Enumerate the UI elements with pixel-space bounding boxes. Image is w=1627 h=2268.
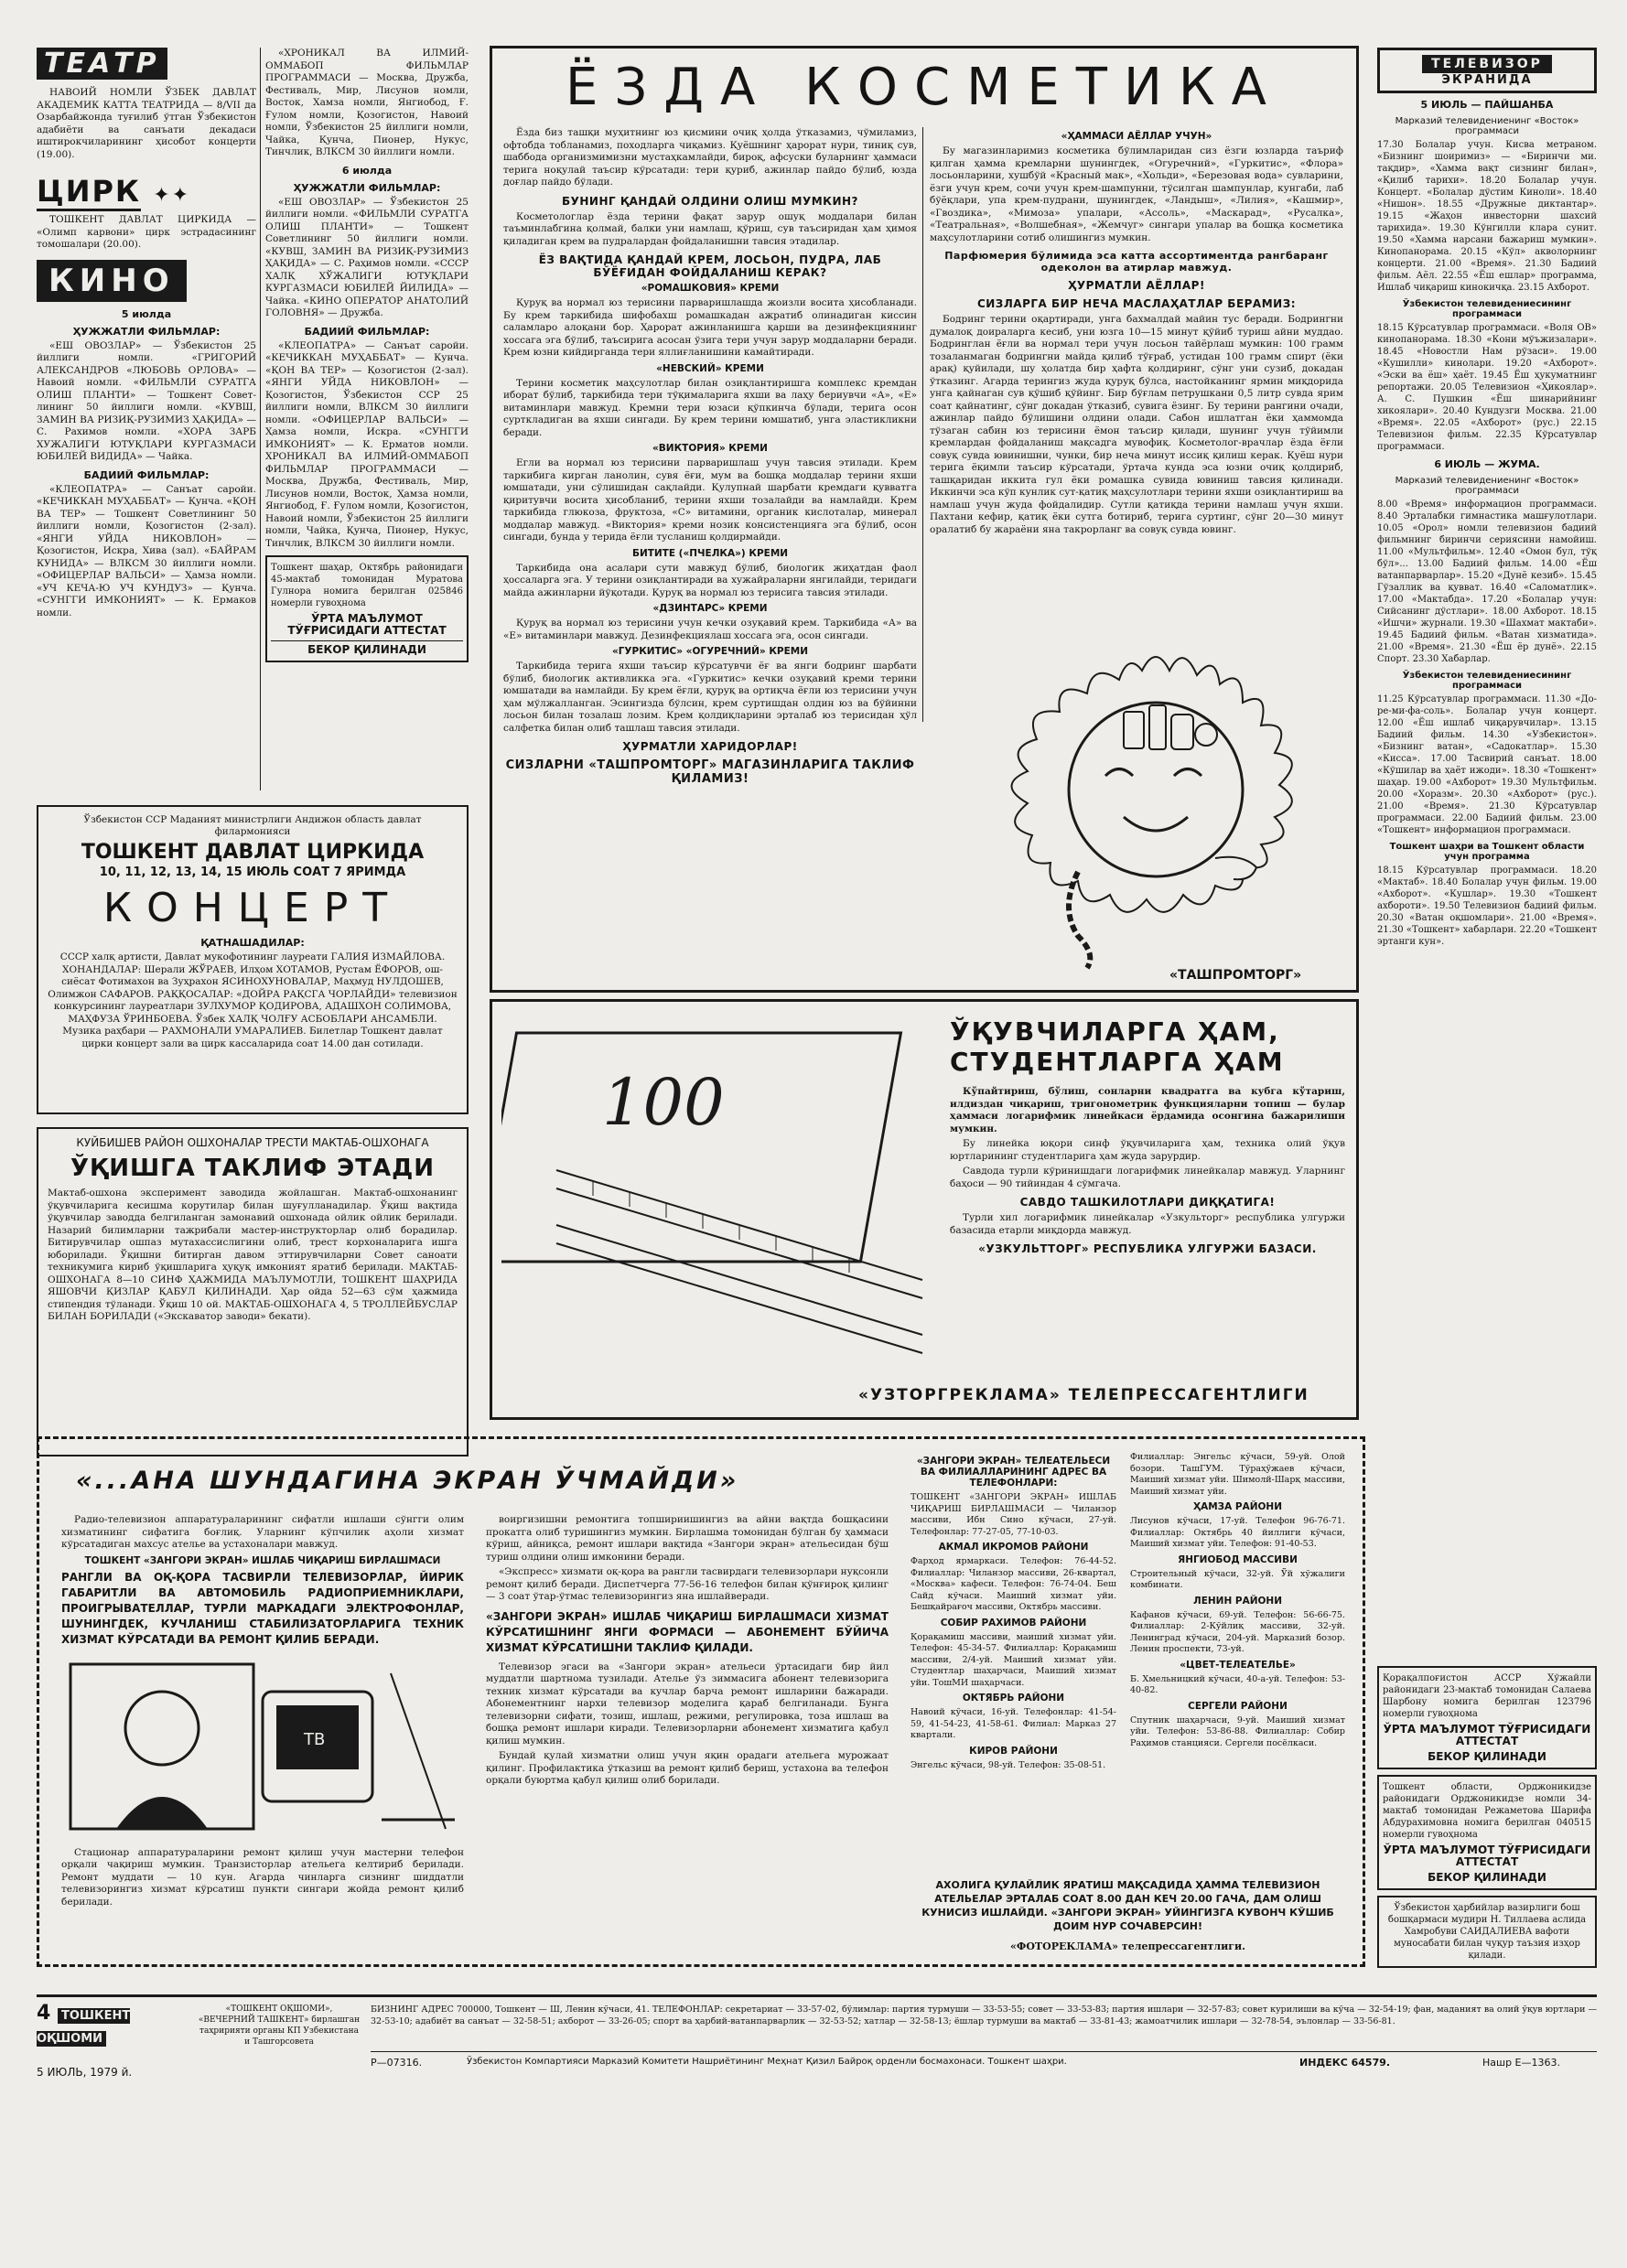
student-h: САВДО ТАШКИЛОТЛАРИ ДИҚҚАТИГА!	[1019, 1196, 1276, 1209]
att1-lost: БЕКОР ҚИЛИНАДИ	[271, 640, 463, 656]
kos-t6: Таркибида терига яхши таъсир кўрсатувчи ёғ ва янги бодринг шарбати бўлиб, биологик активликка эга. «Гуркитис» кечки озуқавий креми терини юмшатади ва намлайди. Бу крем ёғли, қуруқ ва ортиқча ёғли юз терисини учун ҳам мўлжалланган. Эсингизда бўлсин, крем суртишдан олдин юз ва бўйинни лосьон билан тозалаш лозим. Крем қолдиқларини эрталаб юз терисидан ҳўл салфетка билан олиб ташлаш тавсия этилади.	[503, 661, 917, 734]
sun-cosmetics-illustration	[941, 634, 1343, 973]
footer-index: ИНДЕКС 64579.	[1299, 2057, 1391, 2069]
zangori-lead: Радио-телевизион аппаратураларининг сифатли ишлаши сўнгги олим хизматининг сифатига боғлиқ. Уларнинг кўпчилик аҳоли хизмат кўрсатадиган махсус ателье ва устахоналари мавжуд.	[61, 1514, 464, 1550]
kos-intro2: Косметологлар ёзда терини фақат зарур ошуқ моддалари билан таъминлабгина қолмай, балки уни намлаш, қўриш, сув таъсиридан ҳам ҳимоя қиладиган крем ва пудралардан фойдаланишни тавсия этадилар.	[503, 210, 917, 247]
student-base: «УЗКУЛЬТТОРГ» РЕСПУБЛИКА УЛГУРЖИ БАЗАСИ.	[978, 1242, 1317, 1255]
left-column-divider	[260, 48, 261, 790]
konsert-title: КОНЦЕРТ	[102, 885, 403, 931]
kosmetika-article	[490, 46, 1359, 993]
tv-t1: 17.30 Болалар учун. Кисва метраном. «Бизнинг шоиримиз» — «Биринчи ми. тақдир», «Хамма вақт сизнинг билан», «Қилиб тарихи». 18.20 Болалар учун. Концерт. «Болалар дўстим Киноли». 18.40 «Нишон». 18.55 «Дружные диктантар». 19.15 «Жаҳон инвесторни шахсий тарихида». 19.30 Кўнгилли клара сунит. 19.50 «Хамма нарсани бажариш мумкин». Кинопанорама. 20.15 «Кўл» акволорнинг концерти. 21.00 «Время». 21.30 Бадиий фильм. Аёл. 22.55 «Ёш ешлар» программа, Ишлаб чиқариш кинокичқа. 23.15 Ахборот.	[1377, 140, 1597, 293]
kos-r-h2: ҲУРМАТЛИ АЁЛЛАР!	[1068, 279, 1205, 292]
a2-text: Тошкент области, Орджоникидзе районидаги Орджоникидзе номли 34-мактаб томонидан Режаметова Шарифа Абдурахимовна номига берилган 040515 номерли гувоҳнома	[1383, 1782, 1591, 1840]
zangori-c3-r2: СОБИР РАХИМОВ РАЙОНИ	[940, 1617, 1087, 1628]
kino-sub: ҲУЖЖАТЛИ ФИЛЬМЛАР:	[72, 325, 221, 338]
paper-name: ТОШКЕНТ ОҚШОМИ	[37, 2009, 131, 2046]
zangori-c2-t1: воиргизишни ремонтига топшириишингиз ва айни вақтда бошқасини прокатга олиб туришингиз мумкин. Бирлашма томонидан бўлган бу ҳаммаси кўриш, айниқса, ремонт ишлари вақтида «Зангори экран» ательесидан бўш туриш олдини олиш имконини беради.	[486, 1514, 889, 1563]
tashpromtorg-logo: «ТАШПРОМТОРГ»	[1169, 968, 1302, 983]
tv-repair-illustration	[61, 1655, 464, 1838]
attestat-notice-3	[1377, 1775, 1597, 1890]
theatre-column	[37, 48, 256, 622]
col2-text-2: «ЕШ ОВОЗЛАР» — Ўзбекистон 25 йиллиги номли. «ФИЛЬМЛИ СУРАТГА ОЛИШ ПЛАНТИ» — Тошкент Советлининг 50 йиллиги номли. «КУВШ, ЗАМИН ВА РИЗИҚ-РУЗИМИЗ ҲАҚИДА» — С. Раҳимов номли. «СССР ХАЛҚ ХЎЖАЛИГИ ЮТУҚЛАРИ КУРГАЗМАСИ ЮБИЛЕЙ ЙИЛИДА» — Чайка. «КИНО ОПЕРАТОР АНАТОЛИЙ ГОЛОВНЯ» — Дружба.	[265, 196, 469, 318]
zangori-c3-r3t: Навоий кўчаси, 16-уй. Телефонлар: 41-54-59, 41-54-23, 41-58-61. Филиал: Марказ 27 квартали.	[910, 1707, 1116, 1740]
issue-date: 5 ИЮЛЬ, 1979 й.	[37, 2066, 133, 2079]
condolence-notice	[1377, 1896, 1597, 1968]
student-t2: Савдода турли кўринишдаги логарифмик линейкалар мавжуд. Уларнинг баҳоси — 90 тийиндан 4 сўмгача.	[950, 1166, 1345, 1189]
konsert-text: СССР халқ артисти, Давлат мукофотининг лауреати ГАЛИЯ ИЗМАЙЛОВА. ХОНАНДАЛАР: Шерали ЖЎРАЕВ, Илҳом ХОТАМОВ, Рустам ЁФОРОВ, ош-сиёсат Фотимахон ва Зуҳрахон ЯСИНОХУНОВАЛАР, Маҳмуд НУЛДОШЕВ, Олимжон САФАРОВ. РАҚҚОСАЛАР: «ДОЙРА РАҚСГА ЧОРЛАЙДИ» телевизион конкурсининг лауреатлари ЗУЛХУМОР ҚОДИРОВА, АДАШХОН СОЛИМОВА, МАҲФУЗА ЎРИНБОЕВА. Ўзбек ХАЛҚ ЧОЛҒУ АСБОБЛАРИ АНСАМБЛИ. Музика раҳбари — РАХМОНАЛИ УМАРАЛИЕВ. Билетлар Тошкент давлат цирки концерт зали ва цирк кассаларида соат 14.00 дан сотилади.	[48, 951, 458, 1049]
zangori-col-2	[486, 1514, 889, 1790]
kosmetika-right-col	[930, 127, 1343, 539]
col2-date: 6 июлда	[341, 164, 393, 177]
kos-s3: «ВИКТОРИЯ» КРЕМИ	[652, 443, 768, 454]
tv-p3: Марказий телевидениенинг «Восток» программаси	[1395, 476, 1579, 496]
zangori-c2-t3: Телевизор эгаси ва «Зангори экран» ательеси ўртасидаги бир йил муддатли шартнома тузилади. Ателье ўз зиммасига абонент телевизорига техник хизмат кўрсатади ва кучлар барча ремонт ишларини бажаради. Абонементнинг нархи телевизор моделига қараб белгиланади. Бунга телевизорни сифати, тозиш, ишлаш, режими, регулировка, тоза ишлаш ва бошқа ремонт ишлари киради. Телевизорларни абонемент хизматига қабул қилиш мумкин.	[486, 1661, 889, 1747]
a3-text: Ўзбекистон ҳарбийлар вазирлиги бош бошқармаси мудири Н. Тиллаева аслида Хамробуви САИДАЛИЕВА вафоти муносабати билан чуқур таъзия изҳор қилади.	[1387, 1903, 1587, 1961]
a2-title: ЎРТА МАЪЛУМОТ ТЎҒРИСИДАГИ АТТЕСТАТ	[1383, 1843, 1591, 1868]
student-t3: Турли хил логарифмик линейкалар «Узкульторг» республика улгуржи базасида етарли миқдорда мавжуд.	[950, 1212, 1345, 1236]
zangori-title: «...АНА ШУНДАГИНА ЭКРАН ЎЧМАЙДИ»	[76, 1467, 739, 1495]
student-lead: Кўпайтириш, бўлиш, сонларни квадратга ва кубга кўтариш, илдиздан чиқариш, тригонометрик функцияларни топиш — булар ҳаммаси логарифмик линейкаси ёрдамида осонгина бажарилиши мумкин.	[950, 1086, 1345, 1134]
zangori-c2-t2: «Экспресс» хизмати оқ-қора ва рангли тасвирдаги телевизорлари нуқсонли ремонт қилиб беради. Диспетчерга 77-56-16 телефон билан қўнғироқ қилинг — 3 соат ўтар-ўтмас телевизорингиз яна ишлайверади.	[486, 1566, 889, 1602]
kos-s2: «НЕВСКИЙ» КРЕМИ	[656, 362, 764, 374]
tv-logo	[1377, 48, 1597, 93]
kino-logo	[37, 263, 256, 299]
zangori-c4-r4: «ЦВЕТ-ТЕЛЕАТЕЛЬЕ»	[1180, 1659, 1296, 1671]
kosmetika-left-col	[503, 127, 917, 790]
footer-address: БИЗНИНГ АДРЕС 700000, Тошкент — Ш, Ленин кўчаси, 41. ТЕЛЕФОНЛАР: секретариат — 33-57-02, бўлимлар: партия турмуши — 33-53-55; совет — 33-53-83; партия ишлари — 32-57-83; совет курилиши ва кўча — 32-54-19; фан, маданият ва олий ўқув юртлари — 32-53-10; адабиёт ва санъат — 32-58-51; ахборот — 33-26-05; спорт ва ҳарбий-ватанпарварлик — 32-53-52; хатлар — 32-58-13; ёшлар турмуши ва мактаб — 33-81-43; жамоатчилик ишлари — 32-78-54, эълонлар — 33-56-81.	[371, 2005, 1597, 2026]
attestat-notice-1	[265, 555, 469, 662]
att1-text: Тошкент шаҳар, Октябрь районидаги 45-мактаб томонидан Муратова Гулнора номига берилган 025846 номерли гувоҳнома	[271, 563, 463, 608]
kino-column-2	[265, 48, 469, 668]
student-ad	[490, 999, 1359, 1420]
tv-d2: 6 ИЮЛЬ — ЖУМА.	[1434, 458, 1540, 470]
tv-p2: Ўзбекистон телевидениесининг программаси	[1402, 299, 1572, 319]
kos-q1: БУНИНГ ҚАНДАЙ ОЛДИНИ ОЛИШ МУМКИН?	[561, 194, 859, 208]
zangori-ekran-ad	[37, 1436, 1365, 1967]
kos-s5: «ДЗИНТАРС» КРЕМИ	[652, 603, 768, 614]
zangori-c3-r4: КИРОВ РАЙОНИ	[969, 1745, 1058, 1757]
tv-programme	[1377, 48, 1597, 951]
student-text-col	[950, 1016, 1345, 1259]
technician-head	[125, 1692, 199, 1765]
maktab-ad	[37, 1127, 469, 1456]
footer-masthead-line	[37, 2002, 192, 2048]
footer-bottom-rule	[371, 2051, 1597, 2052]
col2-sub-2: БАДИИЙ ФИЛЬМЛАР:	[304, 325, 430, 338]
tv-logo-line-1: ТЕЛЕВИЗОР	[1422, 55, 1552, 73]
footer-ref: Р—07316.	[371, 2057, 423, 2069]
zangori-c4-r3: ЛЕНИН РАЙОНИ	[1192, 1595, 1283, 1607]
a1-lost: БЕКОР ҚИЛИНАДИ	[1428, 1750, 1546, 1763]
zangori-c4-r5: СЕРГЕЛИ РАЙОНИ	[1188, 1700, 1288, 1712]
tv-t2: 18.15 Кўрсатувлар программаси. «Воля ОВ» кинопанорама. 18.30 «Кони мўъжизалари». 18.45 «Новостли Нам рўзаси». 19.00 «Кушилли» кинолари. 19.20 «Ахборот». «Эски ва ёш» ҳаёт. 19.45 Ёш ҳукуматнинг репортажи. 20.05 Телевизион «Ҳикоялар». А. С. Пушкин «Ёш шинарийнинг хикоялари». 20.40 Кундузги Москва. 21.00 «Время». 22.05 «Ахборот» (рус.) 22.15 Телевизион фильм. 22.35 Кўрсатувлар программаси.	[1377, 323, 1597, 452]
student-t1: Бу линейка юқори синф ўқувчиларига ҳам, техника олий ўқув юртларининг студентларига ҳам жуда зарурдир.	[950, 1138, 1345, 1162]
zangori-col-1	[61, 1514, 464, 1911]
zangori-c3-r1t: Фарҳод ярмаркаси. Телефон: 76-44-52. Филиаллар: Чиланзор массиви, 26-квартал, «Москва» кафеси. Телефон: 76-74-04. Беш Сайд кўчаси. Маиший хизмат уйи. Бешқайрағоч массиви, Октябрь массиви.	[910, 1556, 1116, 1612]
page-number: 4	[37, 2002, 51, 2025]
zangori-after-img: Стационар аппаратураларини ремонт қилиш учун мастерни телефон орқали чақириш мумкин. Транзисторлар ательега келтириб берилади. Ремонт муддати — 10 кун. Агарда чинларга сизнинг шиддатли телевизорингиз хизмат кўрсатиш пункти сингари жойда ремонт қилиб берилади.	[61, 1846, 464, 1908]
footer-top-rule	[37, 1994, 1597, 1997]
kos-t3: Егли ва нормал юз терисини парваришлаш учун тавсия этилади. Крем таркибига кирган ланолин, сувя ёғи, мум ва бошқа моддалар терини яхши юмшатади, уни сўлишидан сақлайди. Қулупнай шарбати кремдаги қувватга қиритувчи восита ҳисобланиб, терини яхши тозалайди ва намлайди. Крем таркибида глюкоза, фруктоза, «С» витамини, органик кислоталар, минерал моддалар мавжуд. «Виктория» креми нозик консистенцияга эга бўлиб, осон сингади, бунда у терида ёғли тусланиш қолдирмайди.	[503, 457, 917, 543]
student-title-1: ЎҚУВЧИЛАРГА ҲАМ,	[950, 1016, 1280, 1047]
zangori-c4-r1t: Лисунов кўчаси, 17-уй. Телефон 96-76-71. Филиаллар: Октябрь 40 йиллиги кўчаси, Маиший хизмат уйи. Телефон: 91-40-53.	[1130, 1516, 1345, 1549]
zangori-notice: АХОЛИГА ҚУЛАЙЛИК ЯРАТИШ МАҚСАДИДА ҲАММА ТЕЛЕВИЗИОН АТЕЛЬЕЛАР ЭРТАЛАБ СОАТ 8.00 ДАН КЕЧ 20.00 ГАЧА, ДАМ ОЛИШ КУНИСИЗ ИШЛАЙДИ. «ЗАНГОРИ ЭКРАН» УЙИНГИЗГА КУВОНЧ КЎШИБ ДОИМ НУР СОЧАВЕРСИН!	[921, 1879, 1334, 1932]
kos-r-h3: СИЗЛАРГА БИР НЕЧА МАСЛАҲАТЛАР БЕРАМИЗ:	[976, 297, 1297, 310]
a1-title: ЎРТА МАЪЛУМОТ ТЎҒРИСИДАГИ АТТЕСТАТ	[1383, 1723, 1591, 1747]
kos-t1: Қуруқ ва нормал юз терисини парваришлашда жоизли восита ҳисобланади. Бу крем таркибида шифобахш ромашкадан ажратиб олинадиган киссин саламларо алоқани бор. Ҳарорат ажинланишга қарши ва дезинфекциянинг хоссага эга бўлиб, таъсирига асосан ўзига тери учун зарур моддаларни беради. Крем юзни кийдирганда тери яллиғланишини камайтиради.	[503, 297, 917, 358]
zangori-c4-r3t: Кафанов кўчаси, 69-уй. Телефон: 56-66-75. Филиаллар: 2-Кўйлиқ массиви, 32-уй. Ленинград кўчаси, 204-уй. Марказий бозор. Ленин проспекти, 73-уй.	[1130, 1609, 1345, 1654]
kino-text-1: «ЕШ ОВОЗЛАР» — Ўзбекистон 25 йиллиги номли. «ГРИГОРИЙ АЛЕКСАНДРОВ «ЛЮБОВЬ ОРЛОВА» — Навоий номли. «ФИЛЬМЛИ СУРАТГА ОЛИШ ПЛАНТИ» — Тошкент Советлининг 50 йиллиги номли. «КУВШ, ЗАМИН ВА РИЗИҚ-РУЗИМИЗ ҲАҚИДА» — С. Рахимов номли. «ХОРА ЗАРБ ХУЖАЛИГИ ЮТУҚЛАРИ КУРГАЗМАСИ ЮБИЛЕЙ ВИДИДА» — Чайка.	[37, 339, 256, 462]
kos-closing-2: СИЗЛАРНИ «ТАШПРОМТОРГ» МАГАЗИНЛАРИГА ТАКЛИФ ҚИЛАМИЗ!	[505, 758, 915, 786]
right-announcements	[1377, 1661, 1597, 1973]
zangori-c3-r1: АКМАЛ ИКРОМОВ РАЙОНИ	[938, 1542, 1089, 1553]
konsert-where: ТОШКЕНТ ДАВЛАТ ЦИРКИДА	[81, 841, 425, 864]
kos-col-divider	[922, 127, 923, 722]
student-footer: «УЗТОРГРЕКЛАМА» ТЕЛЕПРЕССАГЕНТЛИГИ	[858, 1386, 1309, 1404]
kosmetika-title: ЁЗДА КОСМЕТИКА	[566, 58, 1283, 117]
tv-p5: Тошкент шаҳри ва Тошкент области учун программа	[1389, 842, 1585, 862]
zangori-c3-r2t: Қорақамиш массиви, маиший хизмат уйи. Телефон: 45-34-57. Филиаллар: Қорақамиш массиви, 2/4-уй. Маиший хизмат уйи. Студентлар шаҳарчаси, Маиший хизмат уйи. ТошМИ шаҳарчаси.	[910, 1631, 1116, 1688]
attestat-notice-2	[1377, 1666, 1597, 1769]
zangori-c4-r2t: Строительный кўчаси, 32-уй. Ўй хўжалиги комбинати.	[1130, 1568, 1345, 1590]
tv-label: ТВ	[304, 1729, 326, 1749]
a2-lost: БЕКОР ҚИЛИНАДИ	[1428, 1871, 1546, 1884]
zangori-c4-r1: ҲАМЗА РАЙОНИ	[1192, 1501, 1283, 1512]
zangori-c3-a: ТОШКЕНТ «ЗАНГОРИ ЭКРАН» ИШЛАБ ЧИҚАРИШ БИРЛАШМАСИ — Чиланзор массиви, Ибн Сино кўчаси, 27-уй. Телефонлар: 77-27-05, 77-10-03.	[910, 1492, 1116, 1537]
zangori-c3-r3: ОКТЯБРЬ РАЙОНИ	[962, 1693, 1065, 1704]
konsert-sub: ҚАТНАШАДИЛАР:	[200, 937, 305, 949]
konsert-org: Ўзбекистон ССР Маданият министрлиги Андижон область давлат филармонияси	[83, 814, 422, 837]
kos-intro: Ёзда биз ташқи муҳитнинг юз қисмини очиқ ҳолда ўтказамиз, чўмиламиз, офтобда тобланамиз, походларга чиқамиз. Қуёшнинг ҳарорат нури, тиниқ сув, шаббода организмимизни мустаҳкамлайди, бироқ, афсуски буларнинг ҳаммаси терига ноқулай таъсир кўрсатади: тери қуриб, ажинлар пайдо бўлиб, юзда доғлар пайдо бўлади.	[503, 127, 917, 188]
tv-logo-line-2: ЭКРАНИДА	[1441, 73, 1533, 87]
zangori-c4-t0: Филиаллар: Энгельс кўчаси, 59-уй. Олой бозори. ТашГУМ. Тўраҳўжаев кўчаси, Маиший хизмат уйи. Шимолй-Шарқ массиви, Маиший хизмат уйи.	[1130, 1452, 1345, 1497]
sirk-logo	[37, 174, 256, 209]
konsert-ad	[37, 805, 469, 1114]
zangori-c2-t4: Бундай қулай хизматни олиш учун яқин орадаги ательега мурожаат қилинг. Профилактика ўтказиш ва ремонт қилиб бериш, устахона ва телефон орқали буюртма қабул қилиш олиб борилади.	[486, 1750, 889, 1786]
konsert-dates: 10, 11, 12, 13, 14, 15 ИЮЛЬ СОАТ 7 ЯРИМДА	[99, 865, 406, 879]
student-title-2: СТУДЕНТЛАРГА ҲАМ	[950, 1047, 1285, 1077]
kos-s4: БИТИТЕ («ПЧЕЛКА») КРЕМИ	[631, 547, 789, 559]
maktab-title: ЎҚИШГА ТАКЛИФ ЭТАДИ	[70, 1155, 435, 1182]
kos-t2: Терини косметик маҳсулотлар билан озиқлантиришга комплекс кремдан иборат бўлиб, таркибида тери тўқималарига яхши ва лаҳу бериувчи «А», «Е» витаминлари мавжуд. Кремни тери юзаси қўпкинча бўлади, терига осон сурткладиган ва яхши сингади. Бу крем терини юмшатиб, унга эластикликни беради.	[503, 377, 917, 438]
zangori-col-3	[910, 1452, 1116, 1773]
maktab-text: Мактаб-ошхона эксперимент заводида жойлашган. Мактаб-ошхонанинг ўқувчиларига кесишма корутилар билан шуғулланадилар. Ўқиш вақтида ўқувчилар заводда белгиланган замонавий ошхонада ойлик ойлик берилади. Назарий билимларни тажрибали мастер-инструкторлар олиб борадилар. Битирувчилар ошпаз мутахассислигини олиб, трест корхоналарига ишга юборилади. Ўқишни битирган давом эттирувчиларни Совет саноати техникумига кириб ўқишларига ҳуқуқ имконият яратиб берилади. МАКТАБ-ОШХОНАГА 8—10 СИНФ ҲАЖМИДА МАЪЛУМОТЛИ, ТОШКЕНТ ШАҲРИДА ЯШОВЧИ ҚИЗЛАР ҚАБУЛ ҚИЛИНАДИ. Ҳар ойда 52—63 сўм ҳажмида стипендия тўланади. Ўқиш 10 ой. МАКТАБ-ОШХОНАГА 4, 5 ТРОЛЛЕЙБУСЛАР БИЛАН БОРИЛАДИ («Экскаватор заводи» бекати).	[48, 1188, 458, 1322]
zangori-org: ТОШКЕНТ «ЗАНГОРИ ЭКРАН» ИШЛАБ ЧИҚАРИШ БИРЛАШМАСИ	[84, 1554, 441, 1566]
slide-rule-illustration	[501, 1015, 932, 1371]
zangori-c4-r5t: Спутник шаҳарчаси, 9-уй. Маиший хизмат уйи. Телефон: 53-86-88. Филиаллар: Собир Раҳимов станцияси. Сергели посёлкаси.	[1130, 1714, 1345, 1748]
kos-r-t3: Бодринг терини оқартиради, унга бахмалдай майин тус беради. Бодрингни думалоқ доираларга кесиб, уни юзга 10—15 минут қўйиб туриш айни муддао. Бодринглан ёғли ва нормал тери учун лосьон тайёрлаш мумкин: 100 грамм тозаланмаган бодрингни майда қилиб тўғраб, устидан 100 грамм спирт (ёки арақ) қуйилади, шу ҳолатда бир ҳафта қолдиринг, сўнг уни сузиб, докадан ўтказинг. Агарда терингиз жуда қуруқ бўлса, настойканинг ярмин миқдорида унга қайнаган сув қўшиб қўйинг. Бир бўғлам петрушкани 0,5 литр сувда ярим соат қайнатинг, сўнг докадан ўтказиб, сувига ёзинг. Бу терини рангини очади, ажинлар пайдо бўлишини олдини олади. Сабон ишлатган ёки ҳаммомда тўзаган сабин юз терисини ёмон таъсир қилади, шунинг учун тўйимли кремлардан фойдаланиш мақсадга мувофиқ. Косметолог-врачлар ёзда ёғли совуқ сувда ювинишни, чунки, бир неча минут иссиқ қилиш керак. Қуёш нури терига ёқимли таъсир кўрсатади, ўртача кунда эса юзни очиқ қолдириб, ташқаридан иккита гул ёки ромашка сувида ювиниш тавсия қилинади. Иккинчи эса кўп кунлик сут-қатиқ маҳсулотлари терини яхши озиқлантириш ва намлаш учун жуда фойдалидир. Сутли қатиқда терини намлаш учун яхши. Пахтани кефир, қатиқ ёки сутга ботириб, терига суртинг, сўнг 20—30 минут оралатиб бу жараёни яна такрорланг ва совуқ сувда ювинг.	[930, 314, 1343, 535]
tv-p1: Марказий телевидениенинг «Восток» программаси	[1395, 116, 1579, 136]
teatr-title: ТЕАТР	[37, 48, 167, 80]
kos-closing-1: ҲУРМАТЛИ ХАРИДОРЛАР!	[622, 740, 798, 753]
sun-hand	[1215, 857, 1256, 879]
tv-t5: 18.15 Кўрсатувлар программаси. 18.20 «Мактаб». 18.40 Болалар учун фильм. 19.00 «Ахборот». «Кушлар». 19.30 «Тошкент ахбороти». 19.50 Телевизион бадиий фильм. 20.30 «Ватан оқшомлари». 21.00 «Время». 21.30 «Тошкент» хабарлари. 22.20 «Тошкент эртанги кун».	[1377, 865, 1597, 947]
footer-order: Нашр Е—1363.	[1482, 2057, 1560, 2069]
col2-text-3: «КЛЕОПАТРА» — Санъат саройи. «КЕЧИККАН МУҲАББАТ» — Кунча. «ҚОН ВА ТЕР» — Қозогистон (2-зал). «ЯНГИ УЙДА НИКОВЛОН» — Қозогистон, Ўзбекистон ССР 25 йиллиги номли, ВЛКСМ 30 йиллиги номли. «ОФИЦЕРЛАР ВАЛЬСИ» — Ҳамза номли, Искра. «СУНГГИ ИМКОНИЯТ» — К. Ерматов номли. ХРОНИКАЛ ВА ИЛМИЙ-ОММАБОП ФИЛЬМЛАР ПРОГРАММАСИ — Москва, Дружба, Фестиваль, Мир, Лисунов номли, Восток, Ҳамза номли, Янгиобод, Ғ. Ғулом номли, Қозогистон, Навоий номли, Ўзбекистон 25 йиллиги номли, Чайка, Қунча, Пионер, Нукус, Тинчлик, ВЛКСМ 30 йиллиги номли.	[265, 339, 469, 549]
tv-t4: 11.25 Кўрсатувлар программаси. 11.30 «До-ре-ми-фа-соль». Болалар учун концерт. 12.00 «Ёш ишлаб чиқарувчилар». 13.15 Бадиий фильм. 14.30 «Узбекистон». «Бизнинг ватан», «Садокатлар». 15.30 «Кисса». 17.00 Тасвирий санъат. 18.00 «Кўшилар ва ҳаёт ижоди». 18.30 «Тошкент» шаҳар. 19.00 «Ахборот» 19.30 Мультфильм. 20.00 «Хоразм». 20.30 «Ахборот» (рус.). 21.00 «Время». 21.30 Кўрсатувлар программаси. 22.00 Бадиий фильм. 23.00 «Тошкент» информацион программаси.	[1377, 694, 1597, 835]
tv-t3: 8.00 «Время» информацион программаси. 8.40 Эрталабки гимнастика машғулотлари. 10.05 «Орол» номли телевизион бадиий фильмнинг биринчи сериясини намойиш. 11.00 «Мультфильм». 12.40 «Омон бул, тўқ бўл»... 13.00 Бадиий фильм. 14.00 «Ёш ватанпарварлар». 15.20 «Дунё кезиб». 15.45 Гўзаллик ва қувват. 16.40 «Саломатлик». 17.00 «Мактабда». 17.20 «Болалар учун: Сийсанинг дўстлари». 18.00 Ахборот. 18.15 «Ишчи» журнали. 19.30 «Шахмат мактаби». 19.45 Бадиий фильм. «Ватан хизматида». 21.00 «Время». 21.30 «Ёш ёр дунё». 22.15 Спорт. 23.30 Хабарлар.	[1377, 500, 1597, 664]
kos-r-t1: Бу магазинларимиз косметика бўлимларидан сиз ёзги юзларда таъриф қилган ҳамма кремларни шунингдек, «Огуречний», «Гуркитис», «Флора» лосьонларини, хушбўй «Красный мак», «Хольди», «Березовая вода» сувларини, ёзги учун крем, сочи учун крем-шампунни, тўсилган шампунлар, кунгаби, лаб бўёқлари, упа крем-пудрани, шунингдек, «Ландыш», «Лилия», «Кашмир», «Гвоздика», «Мимоза» упалари, «Ассоль», «Маскарад», «Русалка», «Театральная», «Волшебная», «Жемчуг» сингари упалар ва бошқа косметика маҳсулотларини сотиб олишингиз мумкин.	[930, 145, 1343, 243]
att1-title: ЎРТА МАЪЛУМОТ ТЎҒРИСИДАГИ АТТЕСТАТ	[287, 612, 447, 637]
acrobat-icon: ✦✦	[153, 184, 191, 207]
kino-sub-2: БАДИИЙ ФИЛЬМЛАР:	[83, 468, 210, 481]
tv-p4: Ўзбекистон телевидениесининг программаси	[1402, 671, 1572, 691]
zangori-col-4	[1130, 1452, 1345, 1751]
col2-sub: ҲУЖЖАТЛИ ФИЛЬМЛАР:	[293, 181, 441, 194]
teatr-logo	[37, 48, 256, 80]
kos-s1: «РОМАШКОВИЯ» КРЕМИ	[641, 283, 780, 294]
maktab-org: КУЙБИШЕВ РАЙОН ОШХОНАЛАР ТРЕСТИ МАКТАБ-ОШХОНАГА	[76, 1136, 429, 1149]
kos-r-sub: «ҲАММАСИ АЁЛЛАР УЧУН»	[1061, 131, 1212, 142]
kos-t5: Қуруқ ва нормал юз терисини учун кечки озуқавий крем. Таркибида «А» ва «Е» витаминлари мавжуд. Дезинфекциялаш хоссага эга, осон сингади.	[503, 618, 917, 641]
kos-t4: Таркибида она асалари сути мавжуд бўлиб, биологик жиҳатдан фаол ҳоссаларга эга. У терини озиқлантиради ва хужайраларни янгилайди, теридаги майда ажинларни йўқотади. Қуруқ ва нормал юз терисига тавсия этилади.	[503, 562, 917, 598]
zangori-foto: «ФОТОРЕКЛАМА» телепрессагентлиги.	[1010, 1940, 1245, 1952]
kos-s6: «ГУРКИТИС» «ОГУРЕЧНИЙ» КРЕМИ	[611, 646, 809, 657]
zangori-c4-r4t: Б. Хмельницкий кўчаси, 40-а-уй. Телефон: 53-40-82.	[1130, 1673, 1345, 1695]
kos-r-t2: Парфюмерия бўлимида эса катта ассортиментда рангбаранг одеколон ва атирлар мавжуд.	[944, 250, 1329, 274]
col2-text-1: «ХРОНИКАЛ ВА ИЛМИЙ-ОММАБОП ФИЛЬМЛАР ПРОГРАММАСИ — Москва, Дружба, Фестиваль, Мир, Лисунов номли, Восток, Хамза номли, Янгиобод, Ғ. Ғулом номли, Қозогистон, Навоий номли, Ўзбекистон 25 йиллиги номли, Чайка, Қунча, Пионер, Нукус, Тинчлик, ВЛКСМ 30 йиллиги номли.	[265, 48, 469, 157]
zangori-c3-h: «ЗАНГОРИ ЭКРАН» ТЕЛЕАТЕЛЬЕСИ ВА ФИЛИАЛЛАРИНИНГ АДРЕС ВА ТЕЛЕФОНЛАРИ:	[916, 1456, 1111, 1489]
zangori-c4-r2: ЯНГИОБОД МАССИВИ	[1178, 1553, 1298, 1565]
kos-q2: ЁЗ ВАҚТИДА ҚАНДАЙ КРЕМ, ЛОСЬОН, ПУДРА, ЛАБ БЎЁҒИДАН ФОЙДАЛАНИШ КЕРАК?	[538, 253, 882, 279]
zangori-c3-r4t: Энгельс кўчаси, 98-уй. Телефон: 35-08-51.	[910, 1759, 1106, 1770]
tv-d1: 5 ИЮЛЬ — ПАЙШАНБА	[1420, 99, 1554, 111]
zangori-caps: РАНГЛИ ВА ОҚ-ҚОРА ТАСВИРЛИ ТЕЛЕВИЗОРЛАР, ЙИРИК ГАБАРИТЛИ ВА АВТОМОБИЛЬ РАДИОПРИЕМНИКЛАРИ, ПРОИГРЫВАТЕЛЛАР, ТУРЛИ МАРКАДАГИ ЭЛЕКТРОФОНЛАР, ШУНИНГДЕК, КУЧЛАНИШ СТАБИЛИЗАТОРЛАРИГА ТЕХНИК ХИЗМАТ КЎРСАТАДИ ВА РЕМОНТ ҚИЛИБ БЕРАДИ.	[61, 1570, 464, 1646]
footer-masthead	[37, 2002, 192, 2079]
sirk-title: ЦИРК	[37, 174, 141, 211]
footer-printer: Ўзбекистон Компартияси Марказий Комитети Нашриётининг Меҳнат Қизил Байроқ орденли босмахонаси. Тошкент шаҳри.	[467, 2057, 1067, 2067]
teatr-text: НАВОИЙ НОМЛИ ЎЗБЕК ДАВЛАТ АКАДЕМИК КАТТА ТЕАТРИДА — 8/VII да Озарбайжонда туғилиб ўтган Ўзбекистон адабиёти ва санъати декадаси иштирокчиларининг ҳисобот концерти (19.00).	[37, 87, 256, 160]
kino-title: КИНО	[37, 260, 187, 302]
kino-date: 5 июлда	[121, 307, 172, 320]
ruler-label: 100	[602, 1065, 725, 1140]
sirk-text: ТОШКЕНТ ДАВЛАТ ЦИРКИДА — «Олимп карвони» цирк эстрадасининг томошалари (20.00).	[37, 214, 256, 250]
zangori-c2-h: «ЗАНГОРИ ЭКРАН» ИШЛАБ ЧИҚАРИШ БИРЛАШМАСИ ХИЗМАТ КЎРСАТИШНИНГ ЯНГИ ФОРМАСИ — АБОНЕМЕНТ БЎЙИЧА ХИЗМАТ КЎРСАТИШНИ ТАКЛИФ ҚИЛАДИ.	[486, 1609, 889, 1654]
kino-text-2: «КЛЕОПАТРА» — Санъат саройи. «КЕЧИККАН МУҲАББАТ» — Қунча. «ҚОН ВА ТЕР» — Тошкент Советлининг 50 йиллиги номли, Қозогистон (2-зал). «ЯНГИ УЙДА НИКОВЛОН» — Қозогистон, Искра, Хива (зал). «БАЙРАМ КУНИДА» — ВЛКСМ 30 йиллиги номли. «ОФИЦЕРЛАР ВАЛЬСИ» — Ҳамза номли. «УЧ КЕЧА-Ю УЧ КУНДУЗ» — Қунча. «СУНГГИ ИМКОНИЯТ» — К. Ермаков номли.	[37, 483, 256, 618]
a1-text: Қорақалпоғистон АССР Хўжайли районидаги 23-мактаб томонидан Салаева Шарбону номига берилган 123796 номерли гувоҳнома	[1383, 1673, 1591, 1719]
footer-founders: «ТОШКЕНТ ОҚШОМИ», «ВЕЧЕРНИЙ ТАШКЕНТ» бирлашган таҳририяти органы КП Узбекистана и Ташгорсовета	[198, 2005, 361, 2047]
